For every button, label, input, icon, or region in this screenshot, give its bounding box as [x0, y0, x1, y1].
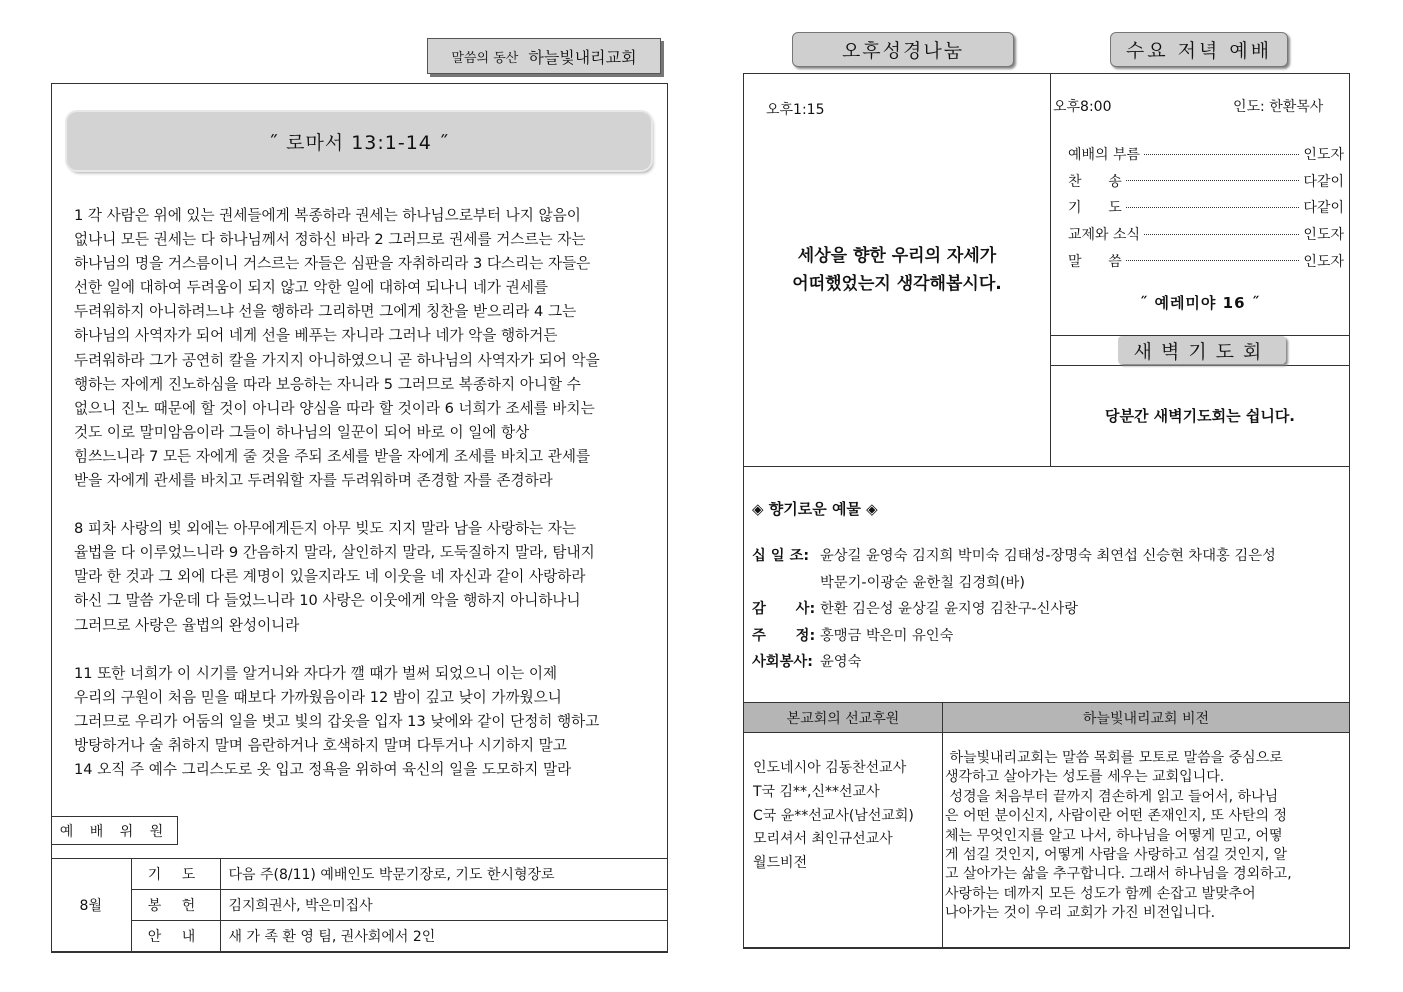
- dot-leader: [1126, 207, 1300, 208]
- duty-content: 다음 주(8/11) 예배인도 박문기장로, 기도 한시형장로: [220, 859, 668, 890]
- scripture-text: [74, 204, 664, 806]
- vision-cell: [943, 733, 1350, 948]
- duty-role: 기 도: [131, 859, 220, 890]
- scripture-line: 8 피차 사랑의 빚 외에는 아무에게든지 아무 빚도 지지 말라 남을 사랑하는 자는: [74, 520, 576, 538]
- wednesday-evening-worship-title: 수요 저녁 예배: [1110, 32, 1288, 67]
- mission-header: 본교회의 선교후원: [744, 703, 943, 733]
- duty-row: [51, 859, 668, 890]
- divider: [743, 466, 1350, 467]
- vision-line: 성경을 처음부터 끝까지 겸손하게 읽고 들어서, 하나님: [945, 788, 1279, 805]
- offering-names: 홍맹금 박은미 유인숙: [820, 627, 954, 644]
- dot-leader: [1144, 234, 1299, 235]
- duty-row: [51, 921, 668, 952]
- order-item-name: 기 도: [1068, 200, 1122, 217]
- duty-month: 8월: [51, 859, 131, 952]
- offering-label: 십 일 조:: [752, 548, 810, 564]
- scripture-line: 11 또한 너희가 이 시기를 알거니와 자다가 깰 때가 벌써 되었으니 이는 이제: [74, 664, 558, 682]
- order-item-name: 교제와 소식: [1068, 227, 1141, 244]
- dot-leader: [1126, 260, 1300, 261]
- wednesday-leader: 인도: 한환목사: [1233, 99, 1324, 115]
- worship-order: [1068, 141, 1344, 274]
- mission-item: 인도네시아 김동찬선교사: [753, 760, 907, 776]
- mission-list: [744, 733, 942, 876]
- vision-line: 체는 무엇인지를 알고 나서, 하나님을 어떻게 믿고, 어떻: [945, 827, 1283, 844]
- scripture-line: 선한 일에 대하여 두려움이 되지 않고 악한 일에 대하여 되나니 네가 권세를: [74, 279, 548, 297]
- mission-item: T국 김**,신**선교사: [753, 783, 880, 800]
- vision-line: 게 섬길 것인지, 어떻게 사람을 사랑하고 섬길 것인지, 알: [945, 847, 1288, 864]
- scripture-line: 14 오직 주 예수 그리스도로 옷 입고 정욕을 위하여 육신의 일을 도모하지 말라: [74, 760, 572, 778]
- offering-label: 감 사:: [752, 601, 816, 617]
- divider: [1050, 73, 1051, 467]
- vision-header: 하늘빛내리교회 비전: [943, 703, 1350, 733]
- vision-text: [943, 733, 1349, 924]
- scripture-line: 말라 한 것과 그 외에 다른 계명이 있을지라도 네 이웃을 네 자신과 같이 사랑하라: [74, 568, 586, 586]
- offering-title: ◈ 향기로운 예물 ◈: [752, 500, 878, 518]
- offering-row: [752, 623, 1342, 650]
- dot-leader: [1144, 154, 1299, 155]
- scripture-line: 그러므로 우리가 어둠의 일을 벗고 빛의 갑옷을 입자 13 낮에와 같이 단정히 행하고: [74, 712, 600, 730]
- afternoon-message-line: 세상을 향한 우리의 자세가: [797, 246, 997, 266]
- offering-row: [752, 543, 1342, 570]
- worship-order-item: [1068, 194, 1344, 221]
- vision-line: 사랑하는 데까지 모든 성도가 함께 손잡고 발맞추어: [945, 885, 1256, 902]
- church-name-tag: [427, 38, 661, 74]
- duty-role: 안 내: [131, 921, 220, 952]
- dot-leader: [1126, 180, 1300, 181]
- scripture-line: 받을 자에게 관세를 바치고 두려워할 자를 두려워하며 존경할 자를 존경하라: [74, 472, 553, 490]
- scripture-line: 없으니 진노 때문에 할 것이 아니라 양심을 따라 할 것이라 6 너희가 조세를 바치는: [74, 399, 595, 417]
- mission-item: 월드비전: [753, 855, 808, 872]
- dawn-prayer-title: 새벽기도회: [1118, 336, 1286, 364]
- scripture-line: 방탕하거나 술 취하지 말며 음란하거나 호색하지 말며 다투거나 시기하지 말고: [74, 736, 567, 754]
- duty-row: [51, 890, 668, 921]
- offering-row: [752, 596, 1342, 623]
- scripture-line: 두려워하라 그가 공연히 칼을 가지지 아니하였으니 곧 하나님의 사역자가 되어 악을: [74, 351, 600, 369]
- offering-row: [752, 649, 1342, 676]
- order-item-who: 인도자: [1303, 227, 1344, 244]
- scripture-line: 두려워하지 아니하려느냐 선을 행하라 그리하면 그에게 칭찬을 받으리라 4 그는: [74, 303, 577, 321]
- vision-line: 은 어떤 분이신지, 사람이란 어떤 존재인지, 또 사탄의 정: [945, 808, 1288, 825]
- offering-row: [752, 570, 1342, 597]
- worship-order-item: [1068, 168, 1344, 195]
- offering-names: 박문기-이광순 윤한칠 김경희(바): [820, 574, 1025, 591]
- offering-label: 사회봉사:: [752, 654, 813, 670]
- mission-vision-table: [743, 702, 1350, 948]
- scripture-paragraph: [74, 204, 664, 493]
- duty-content: 김지희권사, 박은미집사: [220, 890, 668, 921]
- offering-label: 주 정:: [752, 627, 816, 644]
- afternoon-message-line: 어떠했었는지 생각해봅시다.: [792, 274, 1002, 294]
- scripture-line: 우리의 구원이 처음 믿을 때보다 가까웠음이라 12 밤이 깊고 낮이 가까웠으니: [74, 688, 562, 706]
- order-item-name: 찬 송: [1068, 173, 1122, 190]
- worship-order-item: [1068, 247, 1344, 274]
- order-item-who: 다같이: [1303, 200, 1344, 217]
- offering-names: 한환 김은성 윤상길 윤지영 김찬구-신사랑: [820, 601, 1079, 617]
- scripture-line: 힘쓰느니라 7 모든 자에게 줄 것을 주되 조세를 받을 자에게 조세를 바치고 관세를: [74, 447, 591, 465]
- worship-order-item: [1068, 141, 1344, 168]
- mission-cell: [744, 733, 943, 948]
- duty-role: 봉 헌: [131, 890, 220, 921]
- scripture-paragraph: [74, 517, 664, 637]
- vision-line: 하늘빛내리교회는 말씀 목회를 모토로 말씀을 중심으로: [945, 750, 1283, 766]
- afternoon-time: 오후1:15: [766, 102, 825, 118]
- worship-order-item: [1068, 221, 1344, 248]
- order-item-name: 말 씀: [1068, 253, 1122, 270]
- order-item-who: 인도자: [1303, 253, 1344, 270]
- scripture-paragraph: [74, 662, 664, 782]
- duty-content: 새 가 족 환 영 팀, 권사회에서 2인: [220, 921, 668, 952]
- worship-committee-label: 예 배 위 원: [51, 816, 178, 845]
- order-item-who: 인도자: [1303, 147, 1344, 164]
- duty-table: [51, 858, 668, 952]
- mission-item: 모리셔서 최인규선교사: [753, 831, 893, 848]
- sermon-reference: ˝ 예레미야 16 ˝: [1139, 294, 1261, 312]
- scripture-line: 율법을 다 이루었느니라 9 간음하지 말라, 살인하지 말라, 도둑질하지 말라, 탐내지: [74, 544, 595, 562]
- vision-line: 나아가는 것이 우리 교회가 가진 비전입니다.: [945, 905, 1216, 922]
- scripture-line: 것도 이로 말미암음이라 그들이 하나님의 일꾼이 되어 바로 이 일에 항상: [74, 423, 530, 441]
- church-motto: 말씀의 동산: [451, 50, 519, 66]
- vision-line: 고 살아가는 삶을 추구합니다. 그래서 하나님을 경외하고,: [945, 866, 1292, 883]
- divider: [1050, 365, 1350, 366]
- scripture-line: 하나님의 사역자가 되어 네게 선을 베푸는 자니라 그러나 네가 악을 행하거든: [74, 327, 558, 345]
- church-name: 하늘빛내리교회: [528, 47, 637, 67]
- offering-list: [752, 543, 1342, 676]
- order-item-who: 다같이: [1303, 173, 1344, 190]
- afternoon-bible-sharing-title: 오후성경나눔: [792, 32, 1014, 67]
- offering-names: 윤상길 윤영숙 김지희 박미숙 김태성-장명숙 최연섭 신승현 차대홍 김은성: [820, 548, 1276, 564]
- scripture-title: ˝ 로마서 13:1-14 ˝: [67, 112, 651, 170]
- scripture-line: 1 각 사람은 위에 있는 권세들에게 복종하라 권세는 하나님으로부터 나지 않음이: [74, 207, 581, 224]
- scripture-line: 하신 그 말씀 가운데 다 들었느니라 10 사랑은 이웃에게 악을 행하지 아니하나니: [74, 592, 581, 610]
- scripture-line: 없나니 모든 권세는 다 하나님께서 정하신 바라 2 그러므로 권세를 거스르는 자는: [74, 231, 586, 249]
- scripture-line: 그러므로 사랑은 율법의 완성이니라: [74, 616, 300, 634]
- order-item-name: 예배의 부름: [1068, 147, 1141, 164]
- afternoon-message: [745, 242, 1049, 298]
- scripture-line: 하나님의 명을 거스름이니 거스르는 자들은 심판을 자취하리라 3 다스리는 자들은: [74, 255, 591, 273]
- wednesday-time: 오후8:00: [1053, 99, 1112, 115]
- scripture-line: 행하는 자에게 진노하심을 따라 보응하는 자니라 5 그러므로 복종하지 아니할 수: [74, 375, 581, 393]
- offering-names: 윤영숙: [820, 654, 862, 670]
- dawn-prayer-message: 당분간 새벽기도회는 쉽니다.: [1104, 407, 1296, 425]
- vision-line: 생각하고 살아가는 성도를 세우는 교회입니다.: [945, 769, 1225, 786]
- mission-item: C국 윤**선교사(남선교회): [753, 807, 914, 824]
